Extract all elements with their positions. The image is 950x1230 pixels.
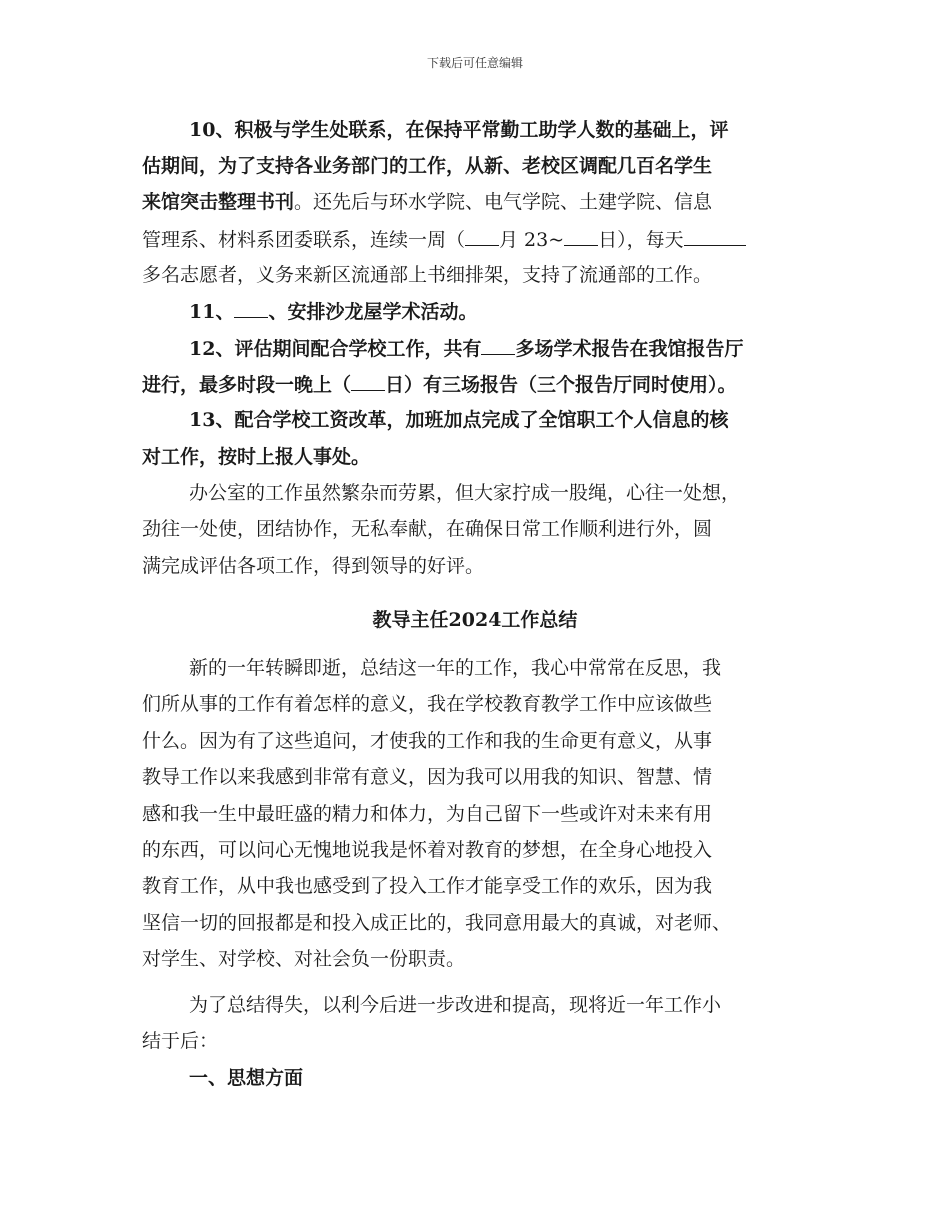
intro-line: 教育工作，从中我也感受到了投入工作才能享受工作的欢乐，因为我 bbox=[142, 875, 713, 897]
item13-line1: 13、配合学校工资改革，加班加点完成了全馆职工个人信息的核 bbox=[189, 409, 729, 431]
item12-l2a: 进行，最多时段一晚上（ bbox=[142, 374, 352, 396]
item10-line5: 多名志愿者，义务来新区流通部上书细排架，支持了流通部的工作。 bbox=[142, 264, 713, 286]
blank-underline bbox=[234, 299, 268, 318]
item10-line3-rest: 。还先后与环水学院、电气学院、土建学院、信息 bbox=[294, 191, 713, 213]
office-line3: 满完成评估各项工作，得到领导的好评。 bbox=[142, 555, 485, 577]
summary-line2: 结于后： bbox=[142, 1030, 219, 1052]
item11-line bbox=[189, 299, 869, 324]
item10-line2: 估期间，为了支持各业务部门的工作，从新、老校区调配几百名学生 bbox=[142, 155, 713, 177]
item10-line3 bbox=[142, 190, 822, 214]
item12-l1b: 多场学术报告在我馆报告厅 bbox=[515, 338, 744, 360]
item10-line3-bold: 来馆突击整理书刊 bbox=[142, 191, 295, 213]
intro-line: 新的一年转瞬即逝，总结这一年的工作，我心中常常在反思，我 bbox=[189, 657, 722, 679]
item10-line4-c: 日），每天 bbox=[598, 229, 684, 251]
item12-l2b: 日）有三场报告（三个报告厅同时使用）。 bbox=[385, 374, 737, 396]
intro-line: 感和我一生中最旺盛的精力和体力，为自己留下一些或许对未来有用 bbox=[142, 803, 713, 825]
item13-line2: 对工作，按时上报人事处。 bbox=[142, 446, 371, 468]
item12-l1a: 12、评估期间配合学校工作，共有 bbox=[189, 338, 482, 360]
intro-line: 坚信一切的回报都是和投入成正比的，我同意用最大的真诚，对老师、 bbox=[142, 912, 732, 934]
item10-line4 bbox=[142, 227, 822, 252]
office-line1: 办公室的工作虽然繁杂而劳累，但大家拧成一股绳，心往一处想， bbox=[189, 482, 741, 504]
item12-line2 bbox=[142, 372, 822, 397]
item11-b: 、安排沙龙屋学术活动。 bbox=[268, 301, 478, 323]
item12-line1 bbox=[189, 336, 869, 361]
intro-line: 教导工作以来我感到非常有意义，因为我可以用我的知识、智慧、情 bbox=[142, 766, 713, 788]
blank-underline bbox=[481, 336, 515, 355]
blank-underline bbox=[465, 227, 499, 246]
intro-line: 的东西，可以问心无愧地说我是怀着对教育的梦想，在全身心地投入 bbox=[142, 839, 713, 861]
office-line2: 劲往一处使，团结协作，无私奉献，在确保日常工作顺利进行外，圆 bbox=[142, 518, 713, 540]
item10-line4-b: 月 23~ bbox=[499, 229, 565, 251]
item10-line1: 10、积极与学生处联系，在保持平常勤工助学人数的基础上，评 bbox=[189, 119, 729, 141]
page-header-note: 下载后可任意编辑 bbox=[426, 56, 523, 70]
blank-underline bbox=[351, 372, 385, 391]
summary-line1: 为了总结得失，以利今后进一步改进和提高，现将近一年工作小 bbox=[189, 994, 722, 1016]
intro-line: 们所从事的工作有着怎样的意义，我在学校教育教学工作中应该做些 bbox=[142, 693, 713, 715]
intro-line: 什么。因为有了这些追问，才使我的工作和我的生命更有意义，从事 bbox=[142, 730, 713, 752]
section-heading: 一、思想方面 bbox=[189, 1067, 304, 1089]
document-title: 教导主任2024工作总结 bbox=[372, 609, 578, 631]
item10-line4-a: 管理系、材料系团委联系，连续一周（ bbox=[142, 229, 466, 251]
blank-underline bbox=[684, 227, 746, 246]
blank-underline bbox=[564, 227, 598, 246]
intro-line: 对学生、对学校、对社会负一份职责。 bbox=[142, 948, 466, 970]
item11-a: 11、 bbox=[189, 301, 235, 323]
